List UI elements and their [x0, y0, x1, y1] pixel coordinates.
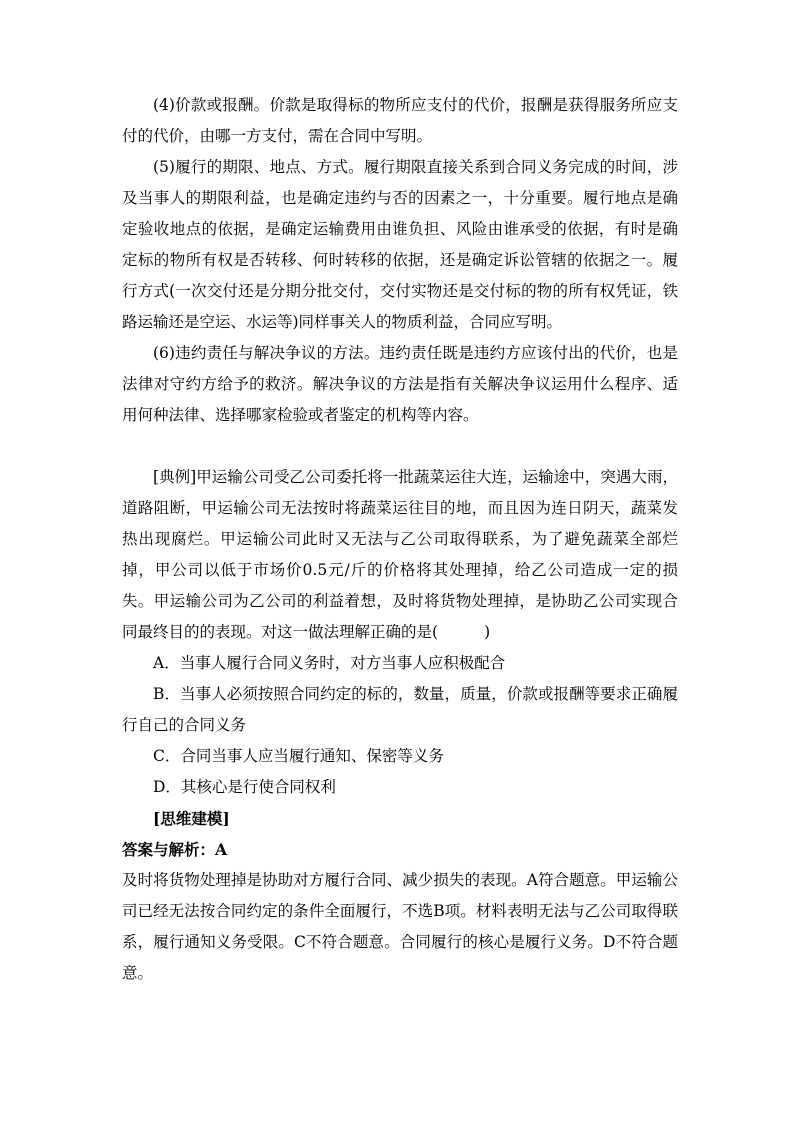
paragraph-performance-terms: (5)履行的期限、地点、方式。履行期限直接关系到合同义务完成的时间，涉及当事人的期限利益，也是确定违约与否的因素之一，十分重要。履行地点是确定验收地点的依据，是确定运输费用由谁负担、风险由谁承受的依据，有时是确定标的物所有权是否转移、何时转移的依据，还是确定诉讼管辖的依据之一。履行方式(一次交付还是分期分批交付，交付实物还是交付标的物的所有权凭证，铁路运输还是空运、水运等)同样事关人的物质利益，合同应写明。	[122, 158, 678, 331]
option-b: B．当事人必须按照合同约定的标的，数量，质量，价款或报酬等要求正确履行自己的合同义务	[122, 685, 678, 734]
option-d: D．其核心是行使合同权利	[153, 778, 336, 796]
thinking-model-heading: [思维建模]	[153, 809, 230, 828]
option-a: A．当事人履行合同义务时，对方当事人应积极配合	[153, 654, 506, 672]
example-question-text: [典例]甲运输公司受乙公司委托将一批蔬菜运往大连，运输途中，突遇大雨，道路阻断，甲运输公司无法按时将蔬菜运往目的地，而且因为连日阴天，蔬菜发热出现腐烂。甲运输公司此时又无法与乙公司取得联系，为了避免蔬菜全部烂掉，甲公司以低于市场价0.5元/斤的价格将其处理掉，给乙公司造成一定的损失。甲运输公司为乙公司的利益着想，及时将货物处理掉，是协助乙公司实现合同最终目的的表现。对这一做法理解正确的是(	[122, 468, 678, 641]
example-paren-close: )	[484, 623, 491, 641]
option-c: C．合同当事人应当履行通知、保密等义务	[153, 747, 444, 765]
answer-label: 答案与解析：A	[122, 840, 228, 859]
example-question	[122, 462, 678, 648]
answer-analysis: 及时将货物处理掉是协助对方履行合同、减少损失的表现。A符合题意。甲运输公司已经无法按合同约定的条件全面履行，不选B项。材料表明无法与乙公司取得联系，履行通知义务受限。C不符合题意。合同履行的核心是履行义务。D不符合题意。	[122, 871, 678, 982]
paragraph-breach-liability: (6)违约责任与解决争议的方法。违约责任既是违约方应该付出的代价，也是法律对守约方给予的救济。解决争议的方法是指有关解决争议运用什么程序、适用何种法律、选择哪家检验或者鉴定的机构等内容。	[122, 344, 678, 424]
paragraph-price-remuneration: (4)价款或报酬。价款是取得标的物所应支付的代价，报酬是获得服务所应支付的代价，由哪一方支付，需在合同中写明。	[122, 96, 678, 145]
